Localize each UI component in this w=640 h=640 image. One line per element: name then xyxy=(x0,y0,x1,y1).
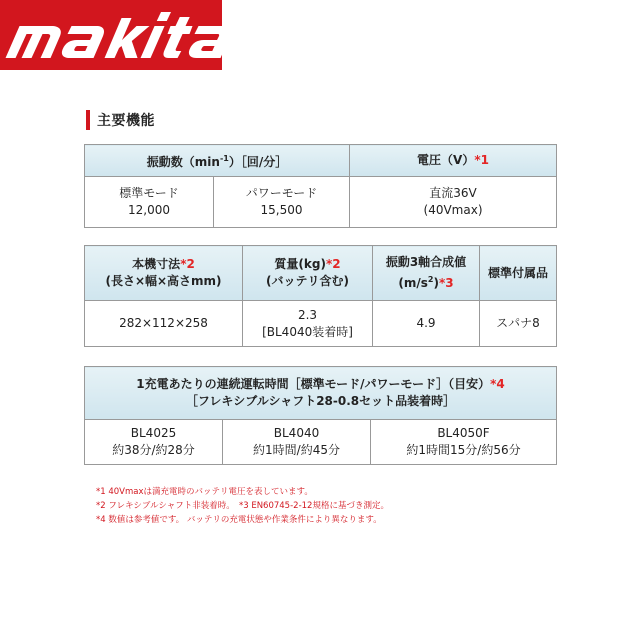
battery-cell-bl4050f: BL4050F 約1時間15分/約56分 xyxy=(371,420,557,465)
footnotes xyxy=(96,485,389,527)
spec-table-dimensions xyxy=(84,245,557,347)
note-marker: *2 xyxy=(180,257,195,271)
vibration-header: 振動数$(\min^{-1})[$回/分］ xyxy=(85,145,350,177)
power-mode-cell: パワーモード 15,500 xyxy=(214,177,350,228)
mass-value: 2.3 [BL4040装着時] xyxy=(243,301,373,347)
runtime-header: 1充電あたりの連続運転時間［標準モード/パワーモード］（目安）*4 ［フレキシブルシャフト28-0.8セット品装着時］ xyxy=(85,367,557,420)
note-marker: *3 xyxy=(438,276,454,290)
footnote-1: *1 40Vmaxは満充電時のバッテリ電圧を表しています。 xyxy=(96,487,313,497)
vibration-value: 4.9 xyxy=(373,301,480,347)
makita-wordmark xyxy=(0,0,222,70)
heading-accent-bar xyxy=(86,110,90,130)
note-marker: *4 xyxy=(490,377,505,391)
note-marker: *2 xyxy=(325,257,341,271)
vibration-value-header: 振動3軸合成値 $(m/s^2)*3$ xyxy=(373,246,480,301)
spec-table-vibration-voltage xyxy=(84,144,557,228)
mass-header: 質量(kg)*2 (バッテリ含む) xyxy=(243,246,373,301)
accessory-value: スパナ8 xyxy=(480,301,557,347)
spec-table-runtime xyxy=(84,366,557,465)
accessory-header: 標準付属品 xyxy=(480,246,557,301)
makita-logo xyxy=(0,0,222,70)
voltage-cell: 直流36V (40Vmax) xyxy=(350,177,557,228)
section-title: 主要機能 xyxy=(97,113,155,129)
footnote-2: *2 フレキシブルシャフト非装着時。 *3 EN60745-2-12規格に基づき測定。 xyxy=(96,501,389,511)
voltage-header: 電圧（V）*1 xyxy=(350,145,557,177)
standard-mode-cell: 標準モード 12,000 xyxy=(85,177,214,228)
dimensions-header: 本機寸法*2 (長さ×幅×高さmm) xyxy=(85,246,243,301)
note-marker: *1 xyxy=(474,153,489,167)
battery-cell-bl4025: BL4025 約38分/約28分 xyxy=(85,420,223,465)
section-heading xyxy=(86,109,155,131)
footnote-3: *4 数値は参考値です。 バッテリの充電状態や作業条件により異なります。 xyxy=(96,515,382,525)
dimensions-value: 282×112×258 xyxy=(85,301,243,347)
battery-cell-bl4040: BL4040 約1時間/約45分 xyxy=(223,420,371,465)
